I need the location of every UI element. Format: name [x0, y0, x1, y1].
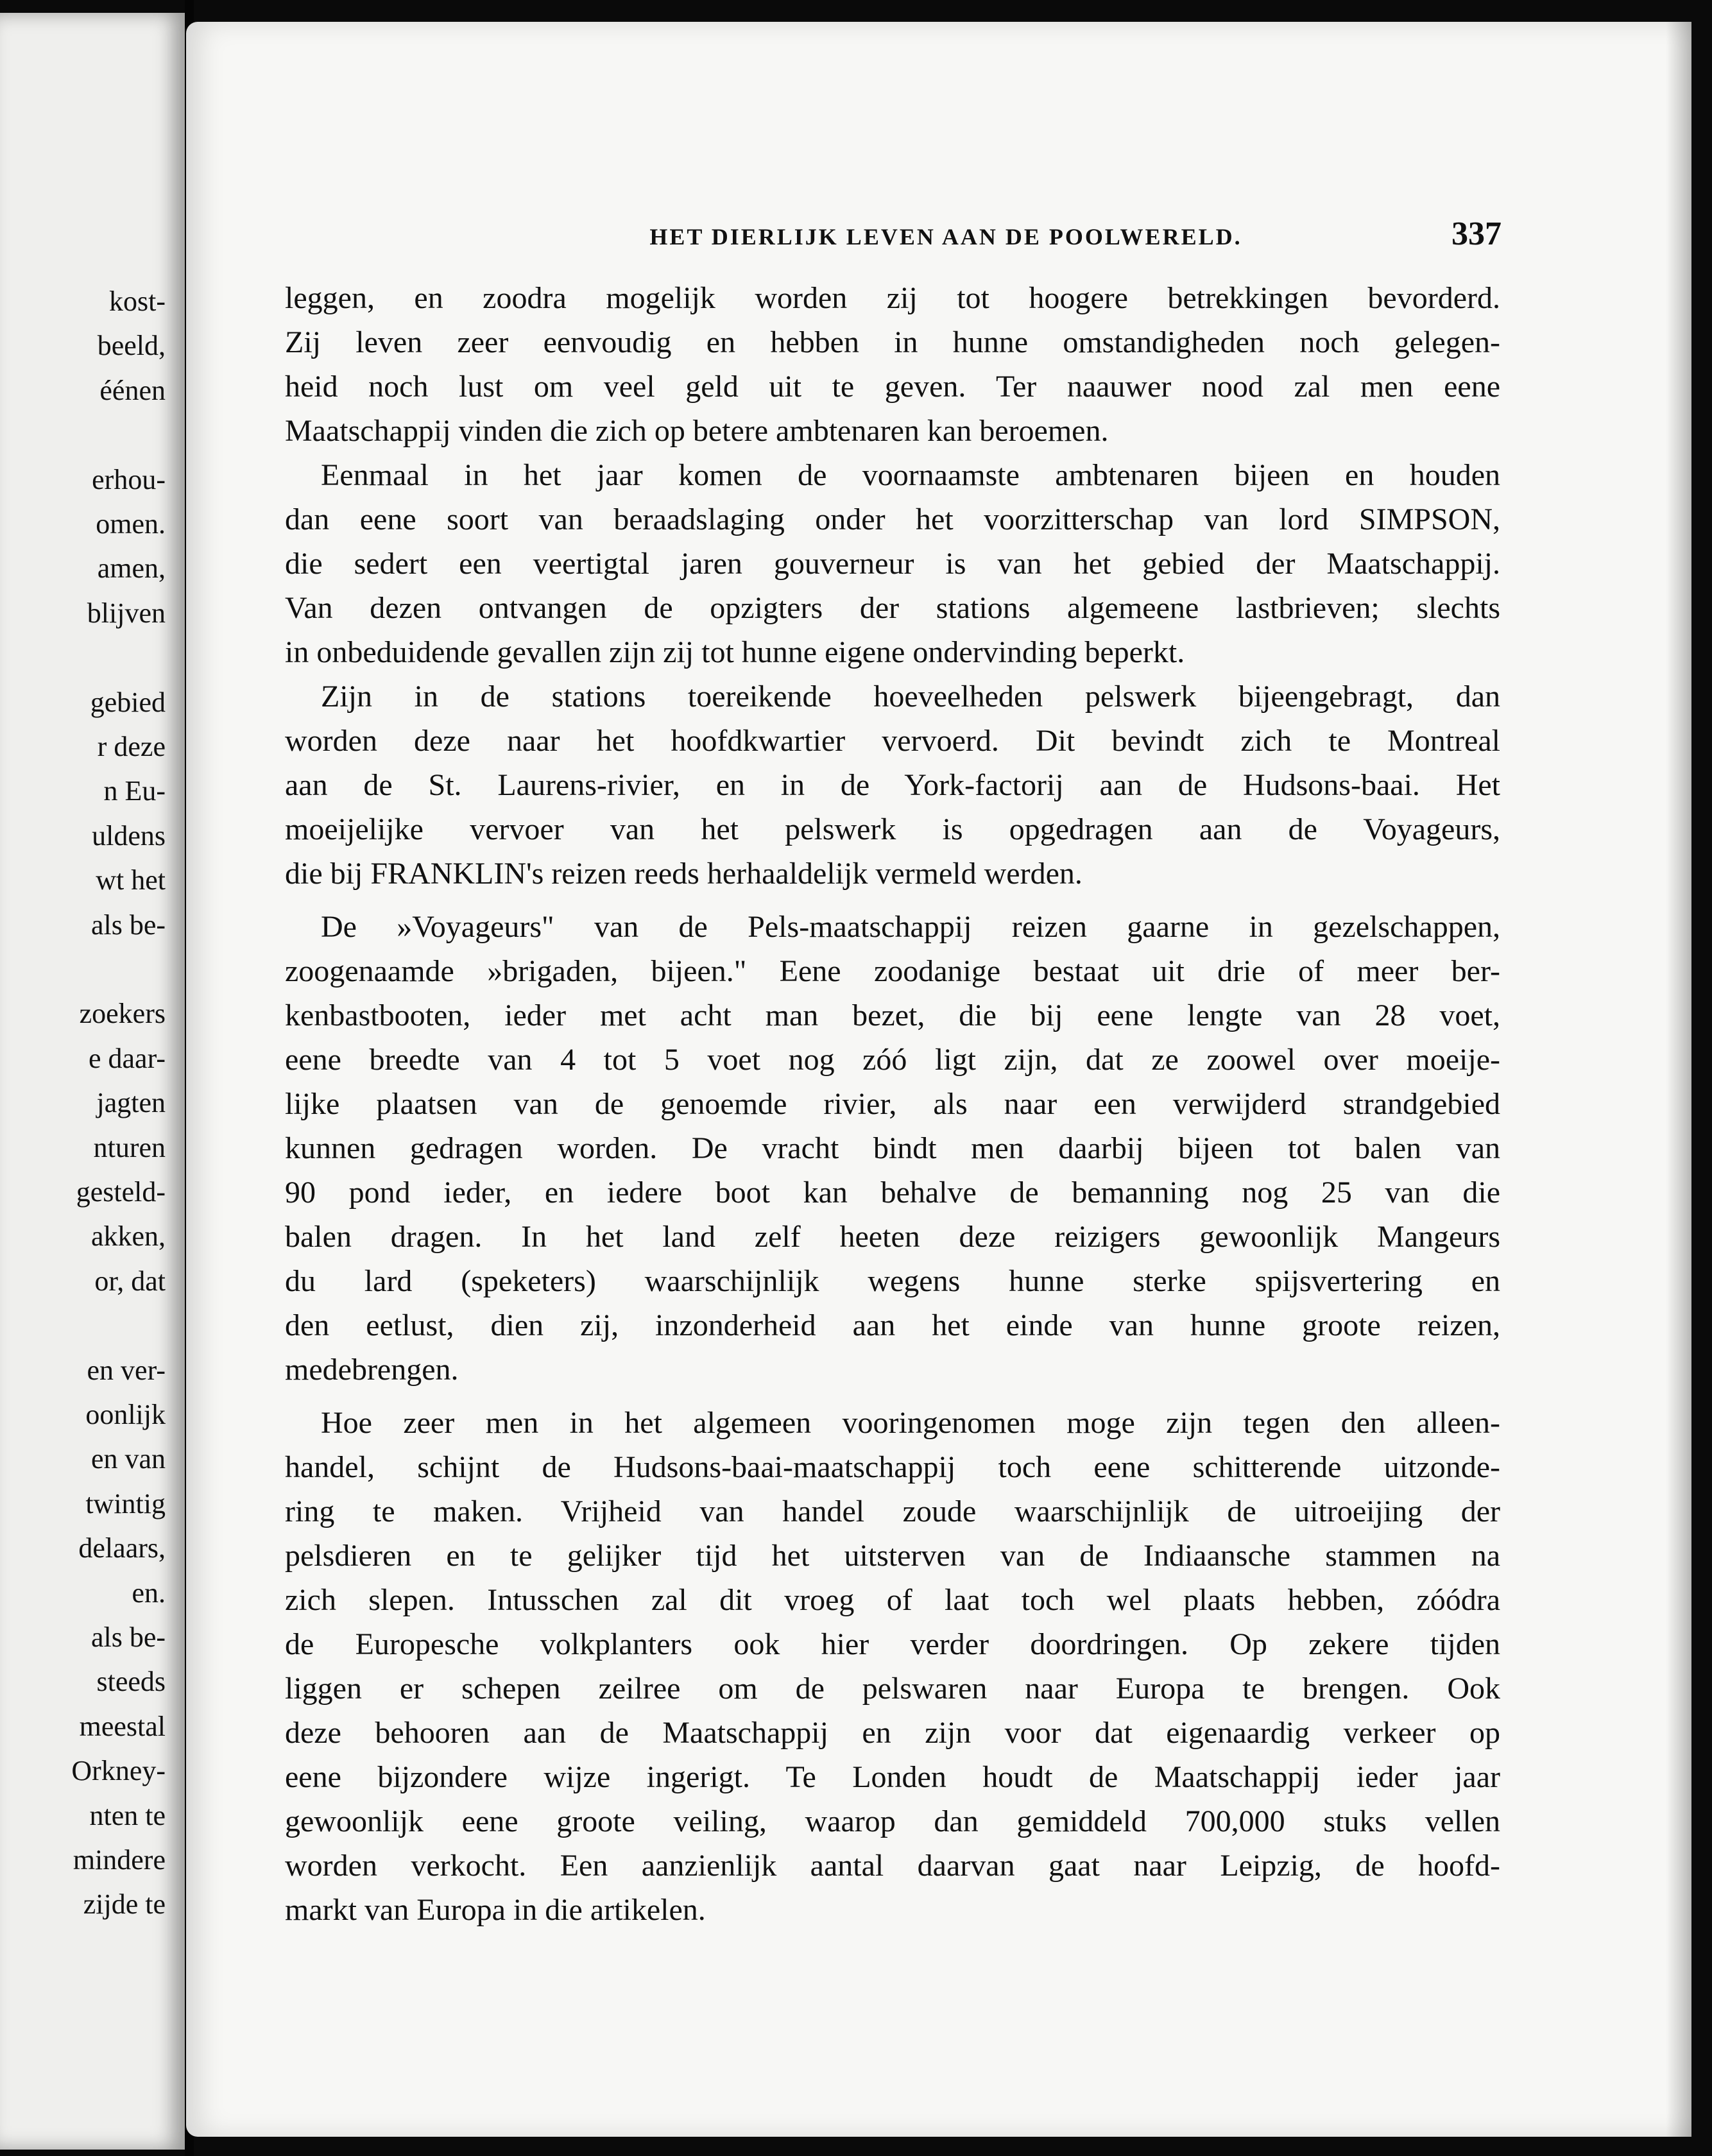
left-page-fragment: kost- [109, 286, 166, 317]
left-page-fragment: éénen [99, 374, 166, 406]
text-line: Maatschappij vinden die zich op betere ambtenaren kan beroemen. [285, 414, 1109, 448]
text-line: zich slepen. Intusschen zal dit vroeg of laat toch wel plaats hebben, zóódra [285, 1583, 1500, 1617]
text-line: kunnen gedragen worden. De vracht bindt men daarbij bijeen tot balen van [285, 1131, 1500, 1165]
text-line: ring te maken. Vrijheid van handel zoude waarschijnlijk de uitroeijing der [285, 1494, 1500, 1528]
text-line: deze behooren aan de Maatschappij en zijn voor dat eigenaardig verkeer op [285, 1716, 1500, 1750]
text-line: Van dezen ontvangen de opzigters der stations algemeene lastbrieven; slechts [285, 591, 1500, 625]
left-page-fragment: meestal [79, 1710, 166, 1742]
text-line: aan de St. Laurens-rivier, en in de York-factorij aan de Hudsons-baai. Het [285, 768, 1500, 802]
text-line: lijke plaatsen van de genoemde rivier, als naar een verwijderd strandgebied [285, 1087, 1500, 1121]
paragraph [285, 674, 1500, 896]
text-line: pelsdieren en te gelijker tijd het uitsterven van de Indiaansche stammen na [285, 1539, 1500, 1573]
left-page-fragment: nten te [89, 1799, 166, 1831]
left-page-fragment: akken, [90, 1220, 166, 1253]
left-page-fragment: uldens [92, 819, 166, 851]
left-page-fragment: zoekers [79, 998, 166, 1030]
text-line: De »Voyageurs" van de Pels-maatschappij reizen gaarne in gezelschappen, [321, 910, 1500, 944]
body-text [285, 276, 1500, 1932]
text-line: leggen, en zoodra mogelijk worden zij tot hoogere betrekkingen bevorderd. [285, 281, 1500, 315]
page-number: 337 [1451, 216, 1502, 252]
left-page-fragment: amen, [97, 552, 166, 585]
text-line: Zij leven zeer eenvoudig en hebben in hunne omstandigheden noch gelegen- [285, 325, 1500, 359]
text-line: eene bijzondere wijze ingerigt. Te Londen houdt de Maatschappij ieder jaar [285, 1760, 1500, 1794]
left-page-fragment: twintig [85, 1487, 166, 1519]
left-page-fragment: zijde te [83, 1888, 166, 1921]
left-page-fragment: Orkney- [71, 1755, 166, 1787]
left-page-fragment: als be- [90, 909, 166, 941]
page-edge-shadow [1666, 22, 1691, 2137]
text-line: de Europesche volkplanters ook hier verder doordringen. Op zekere tijden [285, 1627, 1500, 1661]
text-line: du lard (speketers) waarschijnlijk wegens hunne sterke spijsvertering en [285, 1264, 1500, 1298]
paragraph [285, 1401, 1500, 1932]
running-head: HET DIERLIJK LEVEN AAN DE POOLWERELD. [649, 224, 1242, 250]
left-page-fragment: omen. [96, 508, 166, 540]
text-line: Zijn in de stations toereikende hoeveelheden pelswerk bijeengebragt, dan [321, 680, 1500, 714]
text-line: handel, schijnt de Hudsons-baai-maatschappij toch eene schitterende uitzonde- [285, 1450, 1500, 1484]
left-page-fragment: gebied [90, 686, 166, 718]
left-page-fragment: delaars, [78, 1532, 166, 1564]
left-page-fragment: als be- [90, 1621, 166, 1653]
text-line: kenbastbooten, ieder met acht man bezet, die bij eene lengte van 28 voet, [285, 998, 1500, 1032]
text-line: moeijelijke vervoer van het pelswerk is opgedragen aan de Voyageurs, [285, 812, 1500, 846]
paragraph [285, 905, 1500, 1392]
left-page-fragment: oonlijk [85, 1399, 166, 1430]
text-line: balen dragen. In het land zelf heeten deze reizigers gewoonlijk Mangeurs [285, 1220, 1500, 1254]
text-line: heid noch lust om veel geld uit te geven. Ter naauwer nood zal men eene [285, 370, 1500, 404]
left-page-fragment: e daar- [88, 1042, 166, 1074]
paragraph [285, 276, 1500, 453]
left-page-fragment: en ver- [87, 1354, 166, 1386]
left-page-fragment: en van [90, 1443, 166, 1475]
text-line: den eetlust, dien zij, inzonderheid aan het einde van hunne groote reizen, [285, 1308, 1500, 1342]
left-page-fragment: wt het [96, 864, 166, 896]
text-line: 90 pond ieder, en iedere boot kan behalve de bemanning nog 25 van die [285, 1176, 1500, 1210]
left-page-fragment: n Eu- [103, 775, 166, 807]
paragraph [285, 453, 1500, 674]
text-line: dan eene soort van beraadslaging onder het voorzitterschap van lord SIMPSON, [285, 502, 1500, 536]
left-page-edge [0, 13, 185, 2150]
text-line: worden verkocht. Een aanzienlijk aantal daarvan gaat naar Leipzig, de hoofd- [285, 1849, 1500, 1883]
left-page-fragment: beeld, [97, 330, 166, 362]
text-line: die sedert een veertigtal jaren gouverneur is van het gebied der Maatschappij. [285, 547, 1500, 581]
text-line: die bij FRANKLIN's reizen reeds herhaaldelijk vermeld werden. [285, 857, 1083, 891]
text-line: liggen er schepen zeilree om de pelswaren naar Europa te brengen. Ook [285, 1672, 1500, 1706]
left-page-fragment: steeds [96, 1666, 166, 1698]
left-page-fragment: erhou- [92, 463, 166, 495]
text-line: gewoonlijk eene groote veiling, waarop dan gemiddeld 700,000 stuks vellen [285, 1804, 1500, 1838]
text-line: zoogenaamde »brigaden, bijeen." Eene zoodanige bestaat uit drie of meer ber- [285, 954, 1500, 988]
left-page-fragment: r deze [97, 731, 166, 762]
text-line: in onbeduidende gevallen zijn zij tot hunne eigene ondervinding beperkt. [285, 635, 1185, 669]
text-line: Hoe zeer men in het algemeen vooringenomen moge zijn tegen den alleen- [321, 1406, 1500, 1440]
left-page-fragment: mindere [73, 1844, 166, 1876]
text-line: medebrengen. [285, 1353, 459, 1387]
left-page-fragment: or, dat [94, 1265, 166, 1297]
text-line: eene breedte van 4 tot 5 voet nog zóó ligt zijn, dat ze zoowel over moeije- [285, 1043, 1500, 1077]
text-line: worden deze naar het hoofdkwartier vervoerd. Dit bevindt zich te Montreal [285, 724, 1500, 758]
text-line: Eenmaal in het jaar komen de voornaamste ambtenaren bijeen en houden [321, 458, 1500, 492]
left-page-fragment: jagten [96, 1087, 166, 1119]
left-page-fragment: gesteld- [76, 1176, 166, 1208]
left-page-fragment: blijven [87, 597, 166, 629]
left-page-fragment: nturen [93, 1131, 166, 1163]
left-page-fragment: en. [132, 1577, 166, 1609]
text-line: markt van Europa in die artikelen. [285, 1893, 706, 1927]
